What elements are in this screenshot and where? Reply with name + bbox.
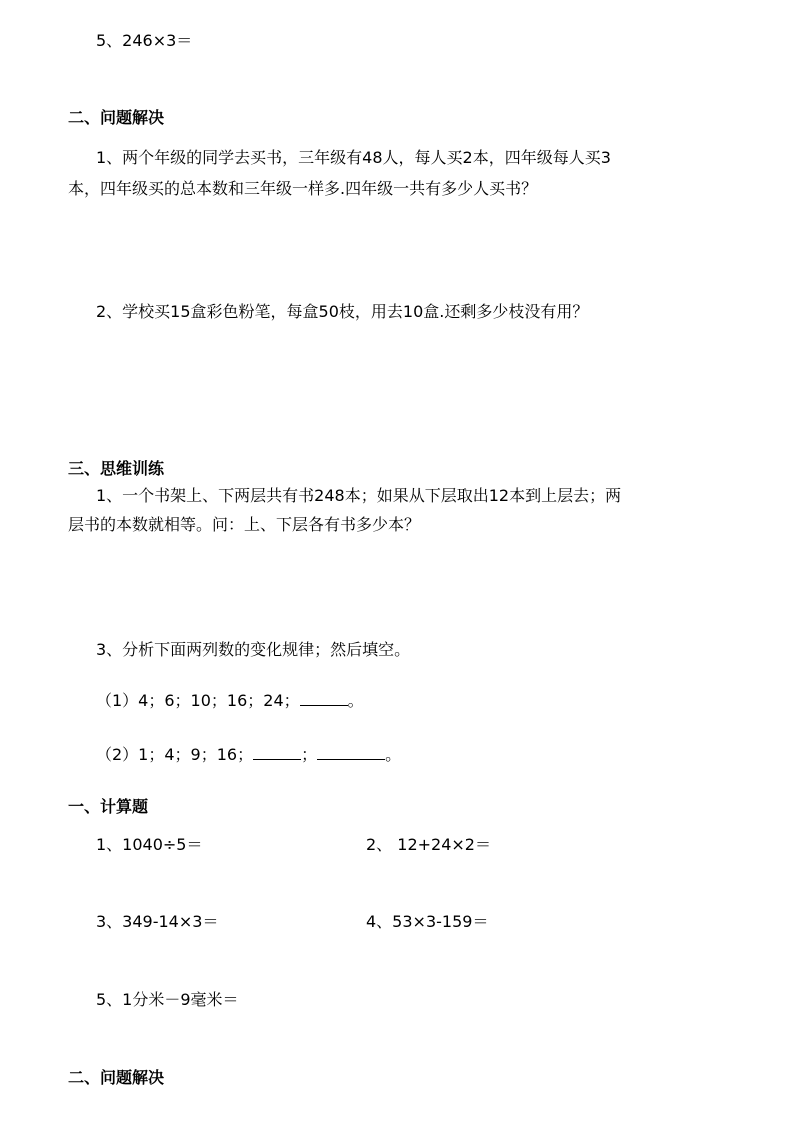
sequence-1-text: （1）4；6；10；16；24；: [96, 691, 300, 710]
section-heading-problem-solving: 二、问题解决: [68, 108, 165, 127]
section-heading-thinking-training: 三、思维训练: [68, 459, 165, 478]
sequence-2-blank-1[interactable]: [253, 745, 301, 760]
calc-item-5: 5、1分米－9毫米＝: [96, 990, 239, 1009]
sequence-1: [96, 690, 364, 712]
calc-item-5-top: 5、246×3＝: [96, 31, 193, 50]
calc-item-1: 1、1040÷5＝: [96, 835, 203, 854]
section-heading-problem-solving-2: 二、问题解决: [68, 1068, 165, 1087]
problem-2: 2、学校买15盒彩色粉笔，每盒50枝，用去10盒.还剩多少枝没有用？: [96, 302, 589, 321]
thinking-1-line-2: 层书的本数就相等。问：上、下层各有书多少本？: [68, 515, 421, 534]
problem-1-line-2: 本，四年级买的总本数和三年级一样多.四年级一共有多少人买书？: [68, 179, 538, 198]
sequence-1-end: 。: [347, 691, 364, 710]
sequence-2: [96, 744, 401, 766]
sequence-1-blank[interactable]: [300, 691, 348, 706]
calc-item-4: 4、53×3-159＝: [366, 912, 489, 931]
sequence-2-blank-2[interactable]: [317, 745, 385, 760]
sequence-2-end: 。: [385, 745, 402, 764]
calc-item-2: 2、 12+24×2＝: [366, 835, 491, 854]
thinking-3: 3、分析下面两列数的变化规律；然后填空。: [96, 640, 411, 659]
calc-item-3: 3、349-14×3＝: [96, 912, 219, 931]
thinking-1-line-1: 1、一个书架上、下两层共有书248本；如果从下层取出12本到上层去；两: [96, 486, 622, 505]
sequence-2-text: （2）1；4；9；16；: [96, 745, 254, 764]
section-heading-calculation: 一、计算题: [68, 797, 149, 816]
problem-1-line-1: 1、两个年级的同学去买书，三年级有48人，每人买2本，四年级每人买3: [96, 148, 611, 167]
sequence-2-separator: ；: [301, 745, 318, 764]
